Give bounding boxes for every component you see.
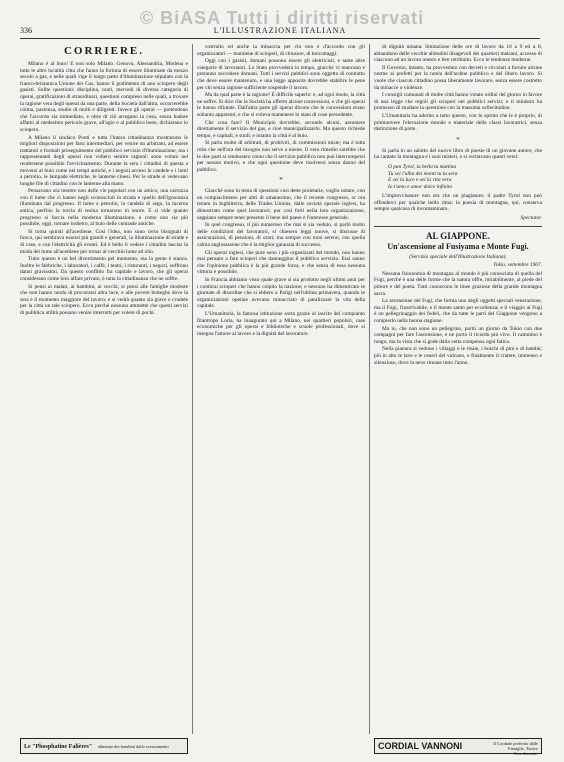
paragraph: Oggi con i gasisti, domani possono essere gli elettricisti, e tante altre categorie di lavoratori. Lo Stato provvederà in tempo, giacché vi mancano e potranno succedere domani. Tutti i servizi pubblici sono oggetto di contratto che deve essere mantenuto, e una legge apposita dovrebbe stabilire le pene per chi senza ragione sufficiente sospende il lavoro. [197, 58, 365, 91]
paragraph: Si parla in un salotto del nuovo libro di poesie di un giovane autore, che ha cantato la montagna e i suoi misteri, e si recitavano questi versi: [374, 147, 542, 161]
masthead-title: L'ILLUSTRAZIONE ITALIANA [213, 26, 347, 35]
paragraph: L'improvvisatore non era che un plagiatore; il padre Tyrol non può offenderci per qualche bella rima; la poesia di montagna, qui, conserva sempre qualcosa di incontaminato. [374, 193, 542, 213]
section-separator-asterisk: * [456, 135, 460, 144]
column-rule [192, 44, 193, 734]
advertisement-phosphatine [20, 738, 188, 754]
paragraph: Milano è al buio! E non solo Milano. Genova, Alessandria, Modena e tutte le altre località citta che fanno la fortuna di essere illuminate da mezzo secolo a gas, e nelle quali vige il lungo patto d'illuminazione stipulato con la franco-britannica Unione dei Gas, hanno il godimento di uno sciopero degli gasisti. Sollte questioni: disciplina, orari, mercedi di diversa categoria di operai, gratificazioni di straordinari, questioni compreso nelle quali, a trovare la ragione vera degli operai da una parte, della Società dall'altra, occorrerebbe colma, pazienza, studio di molti e diligenti. Invece gli operai — pretendono che l'accordo sia immediato, e oltre di ciò arrogano la cosa, senza badare affatto al medesimo pericolo grave, all'agio e al pubblico bene, dichiarano lo sciopero. [20, 61, 188, 133]
paragraph: Si parla molto di arbitrati, di probiviri, di commissioni miste; ma è tutta roba che nell'ora del bisogno non serve a niente. Il vero rimedio sarebbe che le due parti si rendessero conto che il servizio pubblico non può interrompersi per nessun motivo, e che ogni questione deve risolversi senza danno del pubblico. [197, 140, 365, 173]
poem-quote [388, 164, 542, 190]
poem-line: O pan Tyrol, la bella tu mattina [388, 163, 457, 170]
paragraph: Nessuna fisionomia di montagna al mondo è più conosciuta di quella del Fugi, perché è una delle forme che la natura offre, mirabilmente, al piede del pittore e del poeta. Tutti conoscono le linee graziose della grande montagna sacra. [374, 270, 542, 297]
column-2 [197, 44, 365, 734]
ad-note: alimento dei bambini dallo svezzamento [97, 744, 169, 749]
paragraph: Nella pianura si vedono i villaggi e le risaie, i boschi di pini e di bambù; più in alto le lave e le ceneri del vulcano, e finalmente il cratere, immenso e silenzioso, dove la neve rimane tutto l'anno. [374, 346, 542, 366]
watermark: © BiASA Tutti i diritti riservati [139, 8, 425, 28]
paragraph: Ma io, che non sono un pellegrino, partii un giorno da Tokio con due compagni per fare l'ascensione, e ne porto il ricordo più vivo. Il cammino è lungo, ma la vista che si gode dalla vetta compensa ogni fatica. [374, 325, 542, 345]
ad-brand: Le "Phosphatine Falières" [24, 744, 93, 750]
paragraph: di dignità umana: limitazione delle ore di lavoro da 10 a 9 ed a 8, abbandono delle vecchie abitudini disagevoli dei quartieri malsani, accesso di ciascuno ad un lavoro onesto e ben retribuito. Ecco le tendenze moderne. [374, 44, 542, 64]
section-separator-asterisk: * [279, 176, 283, 185]
paragraph: L'Umanitaria ha aderito a tutto questo, con lo spirito che le è proprio, di promuovere l'elevazione morale e materiale delle classi lavoratrici, senza distinzione di parte. [374, 112, 542, 133]
advertisement-cordial-vannoni [374, 738, 542, 754]
divider [374, 226, 542, 227]
paragraph: In quel congresso, il più numeroso che mai si sia veduto, si parlò molto delle condizioni dei lavoratori, si chiesero leggi nuove, si discusse di assicurazioni, di pensioni, di orari; ma sempre con tono sereno, con quella calma anglosassone che è la miglior garanzia di successo. [197, 222, 365, 249]
poem-line: Tu sei l'alba dei monti tu la sera [388, 170, 458, 177]
article-dateline: Tokio, settembre 1907. [493, 262, 542, 269]
page-number: 336 [20, 26, 32, 35]
article-service-note: (Servizio speciale dell'Illustrazione Italiana). [409, 253, 507, 260]
author-signature: Spectator. [520, 215, 542, 222]
article-kicker: AL GIAPPONE. [425, 230, 490, 241]
paragraph: In Francia abbiamo visto quale grave si sia prodotto negli ultimi anni per i continui scioperi che hanno colpito la nazione; e nessuno ha dimenticato le giornate di disordine che si ebbero a Parigi nell'ultima primavera, quando le organizzazioni operaie avevano minacciato di paralizzare la vita della capitale. [197, 277, 365, 310]
paragraph: L'Umanitaria, la famosa istituzione sorta grazie al lascito del compianto filantropo Loria, ha inaugurato qui a Milano, nei quartieri popolari, case economiche per gli operai e biblioteche e scuole professionali, dove si insegna l'amore al lavoro e la dignità del lavoratore. [197, 310, 365, 337]
paragraph: Che cosa fare? Il Municipio dovrebbe, secondo alcuni, assumere direttamente il servizio del gas, e cioè municipalizzarlo. Ma questo richiede tempo, e capitali, e studi; e intanto la città è al buio. [197, 119, 365, 139]
section-title-corriere: CORRIERE. [63, 45, 145, 57]
paragraph: Pensavano ora mentre non delle vie popolari con un amico, una carrozza con il lume che ci hanno negli sconosciuti in strada e quello dell'ignoranza illuminata dal progresso. Il lume a petrolio, la candela di sego, la lucerna antica, perfino la torcia di resina tornarono in onore. E si vide quanto progresso si faccia nella moderna illuminazione, e come non sia più possibile, oggi, tornare indietro, al buio delle contrade antiche. [20, 188, 188, 228]
paragraph: A Milano il sindaco Ponti e tutta l'intera cittadinanza mostrarono le migliori disposizioni per farsi intermediari, per venire un arbitrato, ad essere trattatori e formali proseguimento del pubblico servizio d'illuminazione, ma i rappresentanti degli operai non vollero sentire ragioni: sono voluto nel rendersene possibile l'avvicinamento. Durante la sera i cittadini di questa a moversi al buio come nei tempi antichi, e i negozi acceso le candele e i lumi a petrolio, le lampade elettriche, le lanterne cinesi. Per le strade si vedevano lunghe file di cittadini con le lanterne alla mano. [20, 134, 188, 187]
poem-line: Io t'amo e amor dolce infinito [388, 183, 453, 190]
page-header [20, 26, 540, 39]
paragraph: Tutto questo è un bel divertimento pel momento, ma la gente è stanca. Inoltre le fabbriche, i laboratori, i caffè, i teatri, i ristoranti, i negozi, soffrono danni gravissimi. Da questo conflitto fra capitale e lavoro, che gli operai considerano come loro affare privato, è tutta la cittadinanza che ne soffre. [20, 256, 188, 282]
paragraph: costruito ed anche la minaccia per chi non è d'accordo con gli organizzatori — mantiene di scioperi, di chiusure, di boicottaggi. [197, 44, 365, 57]
paragraph: Giacché sono in tema di questioni così dette proletarie, voglio notare, con un compiacimento per altri di umanesimo, che il recente congresso, or ora tenuto in Inghilterra, delle Trades Unions, dalle società operaie inglesi, ha dimostrato come quei lavoratori, pur così forti nella loro organizzazione, sappiano sempre tener presente il bene del paese e l'interesse generale. [197, 188, 365, 221]
ad-note: Il Cordiale preferito dalle Famiglie. Tonico Corroborante. [493, 741, 538, 756]
paragraph: La ascensione del Fugi, che forma uno degli oggetti speciali venerazione, ma il Fugi, l'inarrivabile, e il monte santo per eccellenza; e il viaggio al Fugi è un pellegrinaggio dei fedeli, che da tutte le parti del Giappone vengono a compierlo nella buona stagione. [374, 298, 542, 324]
column-1 [20, 44, 188, 734]
paragraph: I consigli comunali di molte città hanno votato ordini del giorno in favore di una legge che regoli gli scioperi nei pubblici servizi; e il ministro ha promesso di studiare la questione con la massima sollecitudine. [374, 92, 542, 112]
column-3 [374, 44, 542, 734]
article-title: Un'ascensione al Fusiyama e Monte Fugi. [387, 241, 529, 251]
paragraph: Il Governo, intanto, ha provveduto con decreti e circolari a fornire alcune norme ai prefetti per la tutela dell'ordine pubblico e del libero lavoro. Si vuole che ciascun cittadino possa liberamente lavorare, senza essere costretto da minacce o violenze. [374, 64, 542, 91]
paragraph: Gli operai inglesi, che pure sono i più organizzati del mondo, non hanno mai pensato a fare scioperi che danneggino il pubblico servizio. Essi sanno che l'opinione pubblica è la più grande forza, e che senza di essa nessuna vittoria è possibile. [197, 249, 365, 276]
paragraph: Si pensi ai malati, ai bambini, ai vecchi; si pensi alle famiglie modeste che non hanno modo di procurarsi altra luce, e alle povere botteghe dove la sera è il momento maggiore del lavoro; e si vedrà quanto sia grave e crudele per la città un tale sciopero. Ecco perché nessuno ammette che questi servizi di pubblica utilità possano venire interrotti per volere di pochi. [20, 283, 188, 316]
paragraph: Ma da qual parte è la ragione? È difficile saperlo: e, ad ogni modo, la città ne soffre. Si dice che la Società ha offerto alcune concessioni, e che gli operai le hanno rifiutate. Dall'altra parte gli operai dicono che le concessioni erano soltanto apparenti, e che si voleva mantenere lo stato di cose precedente. [197, 92, 365, 118]
column-rule [369, 44, 370, 734]
ad-brand: CORDIAL VANNONI [378, 741, 463, 751]
paragraph: Si torna quindi all'acetilene. Così l'idea, non sono certo bisognati di fuoco, qui sembrava essersi più grandi e generali, la illuminazione di strade e di case, e con l'elettricità gli eventi. Ed è bello il vedere i cittadini lasciar la moda del lume all'acetilene per tornar al vecchio lume ad olio. [20, 228, 188, 255]
poem-line: E sei la luce e sei la vita vera [388, 177, 452, 184]
